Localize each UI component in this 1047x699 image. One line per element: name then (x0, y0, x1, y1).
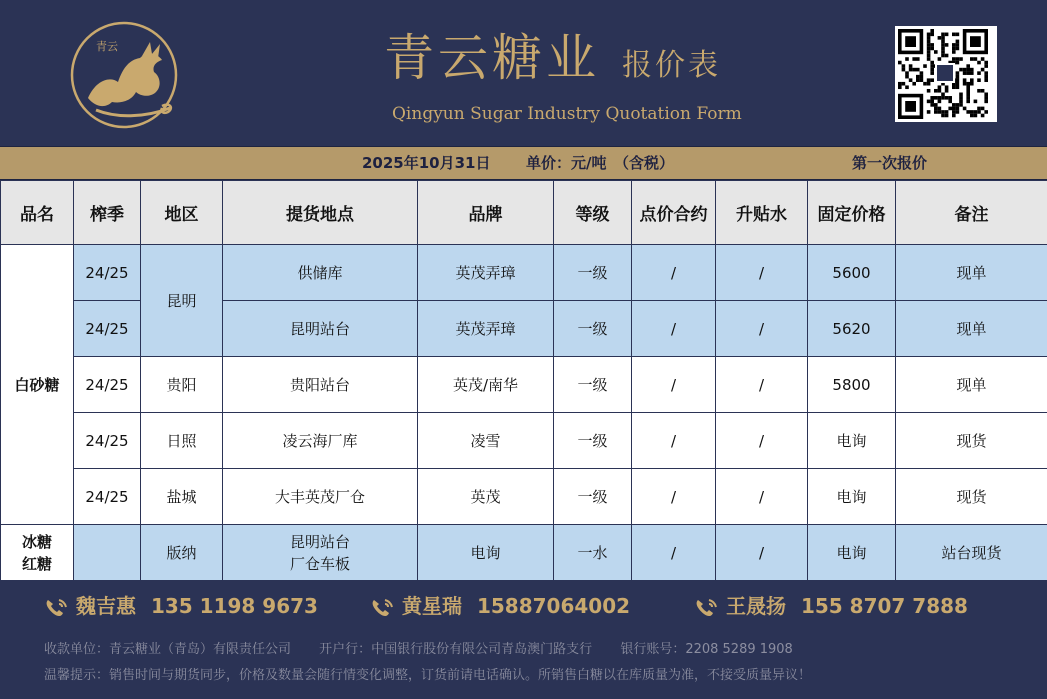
region-cell: 昆明 (141, 245, 223, 357)
brand-cell: 英茂弄璋 (418, 301, 554, 357)
location-cell: 大丰英茂厂仓 (223, 469, 418, 525)
contact-3[interactable] (694, 592, 968, 620)
header-cell-region: 地区 (141, 181, 223, 245)
product-name-line-2: 红糖 (21, 554, 52, 573)
footer (0, 580, 1047, 699)
season-cell: 24/25 (74, 413, 141, 469)
note-cell: 站台现货 (896, 525, 1047, 581)
header-cell-premium: 升贴水 (716, 181, 808, 245)
price-unit: 单价：元/吨 （含税） (526, 154, 674, 172)
payee-text: 收款单位：青云糖业（青岛）有限责任公司 (44, 642, 292, 657)
header-cell-brand: 品牌 (418, 181, 554, 245)
location-line-1: 昆明站台 (289, 532, 350, 551)
season-cell (74, 525, 141, 581)
note-cell: 现货 (896, 469, 1047, 525)
contract-cell: / (632, 301, 716, 357)
header-cell-note: 备注 (896, 181, 1047, 245)
form-title-suffix: 报价表 (622, 48, 721, 83)
premium-cell: / (716, 413, 808, 469)
quote-round: 第一次报价 (852, 154, 928, 172)
contract-cell: / (632, 245, 716, 301)
qr-code-icon[interactable] (895, 26, 997, 122)
contact-phone: 155 8707 7888 (800, 594, 968, 618)
brand-cell: 电询 (418, 525, 554, 581)
brand-cell: 英茂 (418, 469, 554, 525)
note-cell: 现货 (896, 413, 1047, 469)
header-banner (0, 0, 1047, 146)
table-row (1, 357, 1047, 413)
product-name-rock-brown-sugar (1, 525, 74, 581)
note-cell: 现单 (896, 301, 1047, 357)
contract-cell: / (632, 413, 716, 469)
quotation-table (0, 180, 1047, 581)
location-line-2: 厂仓车板 (289, 554, 350, 573)
note-cell: 现单 (896, 245, 1047, 301)
bank-info (44, 640, 817, 660)
grade-cell: 一级 (554, 245, 632, 301)
company-title: 青云糖业 (384, 29, 600, 87)
season-cell: 24/25 (74, 357, 141, 413)
header-cell-location: 提货地点 (223, 181, 418, 245)
contact-phone: 135 1198 9673 (150, 594, 318, 618)
header-cell-price: 固定价格 (808, 181, 896, 245)
brand-cell: 凌雪 (418, 413, 554, 469)
premium-cell: / (716, 301, 808, 357)
contact-phone: 15887064002 (476, 594, 631, 618)
location-cell: 凌云海厂库 (223, 413, 418, 469)
region-cell: 版纳 (141, 525, 223, 581)
price-cell: 5600 (808, 245, 896, 301)
account-text: 银行账号：2208 5289 1908 (620, 642, 793, 657)
premium-cell: / (716, 469, 808, 525)
product-name-white-sugar: 白砂糖 (1, 245, 74, 525)
location-cell (223, 525, 418, 581)
header-cell-grade: 等级 (554, 181, 632, 245)
location-cell: 昆明站台 (223, 301, 418, 357)
english-title: Qingyun Sugar Industry Quotation Form (392, 104, 742, 124)
price-cell: 电询 (808, 525, 896, 581)
region-cell: 日照 (141, 413, 223, 469)
bank-text: 开户行：中国银行股份有限公司青岛澳门路支行 (319, 642, 593, 657)
table-row (1, 525, 1047, 581)
header-cell-contract: 点价合约 (632, 181, 716, 245)
contact-name: 王晟扬 (726, 594, 786, 618)
logo-text: 青云 (96, 40, 118, 53)
premium-cell: / (716, 357, 808, 413)
table-row (1, 245, 1047, 301)
notice-text: 温馨提示：销售时间与期货同步，价格及数量会随行情变化调整，订货前请电话确认。所销售白糖以在库质量为准，不接受质量异议！ (44, 668, 812, 683)
price-cell: 电询 (808, 469, 896, 525)
location-cell: 贵阳站台 (223, 357, 418, 413)
region-cell: 盐城 (141, 469, 223, 525)
premium-cell: / (716, 525, 808, 581)
note-cell: 现单 (896, 357, 1047, 413)
grade-cell: 一级 (554, 357, 632, 413)
table-row (1, 469, 1047, 525)
phone-icon (694, 597, 720, 619)
season-cell: 24/25 (74, 301, 141, 357)
date-bar (0, 146, 1047, 180)
season-cell: 24/25 (74, 245, 141, 301)
contract-cell: / (632, 469, 716, 525)
contact-name: 魏吉惠 (76, 594, 136, 618)
grade-cell: 一水 (554, 525, 632, 581)
price-cell: 电询 (808, 413, 896, 469)
season-cell: 24/25 (74, 469, 141, 525)
price-cell: 5620 (808, 301, 896, 357)
table-header-row (1, 181, 1047, 245)
product-name-line-1: 冰糖 (21, 532, 52, 551)
location-cell: 供储库 (223, 245, 418, 301)
contact-2[interactable] (370, 592, 630, 620)
table-row (1, 413, 1047, 469)
grade-cell: 一级 (554, 469, 632, 525)
grade-cell: 一级 (554, 301, 632, 357)
price-cell: 5800 (808, 357, 896, 413)
phone-icon (44, 597, 70, 619)
header-cell-season: 榨季 (74, 181, 141, 245)
contract-cell: / (632, 525, 716, 581)
contact-name: 黄星瑞 (402, 594, 462, 618)
brand-cell: 英茂/南华 (418, 357, 554, 413)
brand-cell: 英茂弄璋 (418, 245, 554, 301)
region-cell: 贵阳 (141, 357, 223, 413)
quote-date: 2025年10月31日 (362, 154, 491, 172)
qilin-logo-icon (66, 20, 186, 130)
grade-cell: 一级 (554, 413, 632, 469)
contact-1[interactable] (44, 592, 318, 620)
phone-icon (370, 597, 396, 619)
premium-cell: / (716, 245, 808, 301)
header-cell-name: 品名 (1, 181, 74, 245)
contract-cell: / (632, 357, 716, 413)
